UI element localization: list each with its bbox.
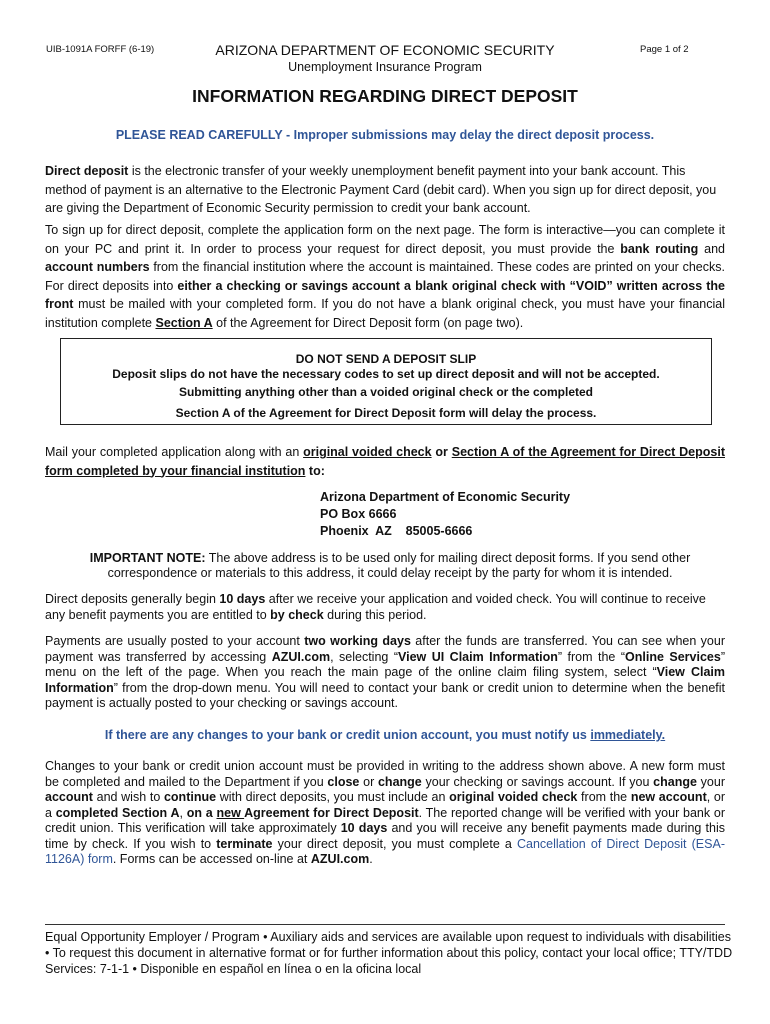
changes-bold: change: [653, 774, 697, 789]
intro-text: is the electronic transfer of your weekly unemployment benefit payment into your bank account. This method of payment is an alternative to the Electronic Payment Card (debit card). When you sign up for direct deposit, you are giving the Department of Economic Security permission to credit your bank account.: [45, 164, 717, 215]
signup-paragraph: [45, 221, 725, 332]
changes-bold: continue: [163, 790, 217, 804]
timing-text: during this period.: [323, 607, 427, 622]
changes-text: with direct deposits, you must include an: [216, 790, 450, 804]
changes-text: ,: [179, 805, 187, 820]
intro-paragraph: [45, 162, 725, 218]
signup-text: To sign up for direct deposit, complete the application form on the next page. The form is interactive—you can complete it on your PC and print it. In order to process your request for direct deposit, you must provide the: [45, 223, 725, 256]
notice-line: Submitting anything other than a voided original check or the completed: [178, 385, 594, 399]
mail-text: to:: [305, 463, 325, 478]
deposit-slip-notice: [60, 338, 712, 425]
important-text: The above address is to be used only for mailing direct deposit forms. If you send other correspondence or materials to this address, it could delay receipt by the party for whom it is intended.: [107, 551, 691, 580]
program-name: Unemployment Insurance Program: [288, 60, 482, 74]
changes-bold: completed Section A: [55, 805, 180, 820]
notice-line: Section A of the Agreement for Direct Deposit form will delay the process.: [175, 406, 597, 420]
posting-text: , selecting “: [330, 649, 398, 664]
changes-bold: new account: [630, 790, 707, 804]
notify-emphasis: immediately.: [590, 728, 666, 742]
page-title: INFORMATION REGARDING DIRECT DEPOSIT: [192, 86, 578, 106]
changes-bold: account: [45, 790, 93, 804]
signup-bold: either a checking or savings account a blank original check with “VOID” written across the front: [45, 278, 725, 311]
signup-text: from the financial institution where the account is maintained. These codes are printed on your checks. For direct deposits into: [45, 260, 725, 293]
changes-bold: original voided check: [449, 790, 578, 804]
timing-text: Direct deposits generally begin: [45, 592, 220, 606]
cancellation-form-link[interactable]: Cancellation of Direct Deposit (ESA-1126A) form: [45, 836, 725, 866]
changes-bold: change: [377, 774, 422, 789]
changes-bold: 10 days: [340, 821, 388, 835]
changes-text: Changes to your bank or credit union account must be provided in writing to the address shown above. A new form must be completed and mailed to the Department if you: [45, 759, 725, 789]
changes-text: . The reported change will be verified with your bank or credit union. This verification will take approximately: [45, 805, 725, 835]
mail-paragraph: [45, 443, 725, 480]
signup-text: of the Agreement for Direct Deposit form (on page two).: [212, 315, 524, 330]
posting-text: ” from the “: [557, 649, 626, 664]
posting-paragraph: [45, 634, 725, 712]
posting-bold: Online Services: [625, 649, 721, 664]
important-note: [70, 551, 710, 581]
azui-reference: AZUI.com: [271, 649, 331, 664]
changes-bold: close: [327, 774, 360, 789]
changes-text: or: [359, 774, 378, 789]
address-line: PO Box 6666: [320, 507, 397, 521]
address-line: Arizona Department of Economic Security: [320, 490, 571, 504]
changes-bold: on a: [186, 805, 217, 820]
posting-text: after the funds are transferred. You can see when your payment was transferred by accessing: [45, 634, 725, 664]
warning-banner: PLEASE READ CAREFULLY - Improper submissions may delay the direct deposit process.: [115, 128, 655, 142]
changes-text: . Forms can be accessed on-line at: [112, 852, 311, 866]
posting-text: ” menu on the left of the page. When you reach the main page of the online claim filing system, select “: [45, 649, 725, 679]
timing-text: after we receive your application and voided check. You will continue to receive any benefit payments you are entitled to: [45, 592, 706, 622]
changes-bold: terminate: [216, 836, 273, 851]
notice-heading: DO NOT SEND A DEPOSIT SLIP: [295, 352, 477, 366]
azui-reference: AZUI.com: [310, 852, 370, 866]
changes-text: , or a: [45, 790, 726, 820]
changes-text: and you will receive any benefit payments made during this time by check. If you wish to: [45, 821, 725, 851]
section-a-requirement: Section A of the Agreement for Direct Deposit form completed by your financial institution: [45, 445, 725, 478]
posting-text: ” from the drop-down menu. You will need to contact your bank or credit union to determine when the benefit payment is actually posted to your checking or savings account.: [45, 680, 725, 710]
changes-text: .: [369, 852, 373, 866]
changes-text: your direct deposit, you must complete a: [272, 836, 517, 851]
posting-bold: two working days: [304, 634, 411, 648]
notice-line: Deposit slips do not have the necessary codes to set up direct deposit and will not be accepted.: [112, 367, 660, 381]
posting-text: Payments are usually posted to your account: [45, 634, 305, 648]
changes-text: your: [696, 774, 725, 789]
timing-bold: by check: [270, 607, 324, 622]
important-label: IMPORTANT NOTE:: [89, 551, 206, 565]
notify-text: If there are any changes to your bank or credit union account, you must notify us: [104, 728, 591, 742]
signup-text: and: [698, 241, 725, 256]
signup-bold: account numbers: [45, 260, 150, 274]
mail-text: Mail your completed application along with an: [45, 445, 304, 459]
changes-paragraph: [45, 759, 725, 868]
form-id: UIB-1091A FORFF (6-19): [46, 44, 155, 55]
timing-bold: 10 days: [219, 592, 266, 606]
timing-paragraph: [45, 592, 725, 623]
footer-divider: [45, 924, 725, 925]
notify-banner: [0, 728, 770, 742]
footer-text: Equal Opportunity Employer / Program • Auxiliary aids and services are available upon request to individuals with disabilities • To request this document in alternative format or for further information about this policy, contact your local office; TTY/TDD Services: 7-1-1 • Disponible en español en línea o en la oficina local: [45, 930, 733, 976]
signup-bold: bank routing: [620, 241, 699, 256]
address-line: Phoenix AZ 85005-6666: [320, 524, 473, 538]
intro-term: Direct deposit: [45, 164, 129, 178]
changes-text: your checking or savings account. If you: [421, 774, 654, 789]
mailing-address: [320, 489, 570, 540]
posting-bold: View UI Claim Information: [397, 649, 558, 664]
mail-text: or: [431, 445, 452, 459]
page-number: Page 1 of 2: [640, 44, 689, 55]
changes-bold-underlined: new: [216, 805, 245, 820]
voided-check-requirement: original voided check: [303, 445, 432, 459]
changes-bold: Agreement for Direct Deposit: [244, 805, 419, 820]
posting-bold: View Claim Information: [45, 665, 725, 695]
changes-text: from the: [577, 790, 631, 804]
section-a-reference: Section A: [155, 315, 213, 330]
signup-text: must be mailed with your completed form. If you do not have a blank original check, you must have your financial institution complete: [45, 297, 725, 330]
agency-name: ARIZONA DEPARTMENT OF ECONOMIC SECURITY: [215, 42, 555, 58]
changes-text: and wish to: [92, 790, 164, 804]
